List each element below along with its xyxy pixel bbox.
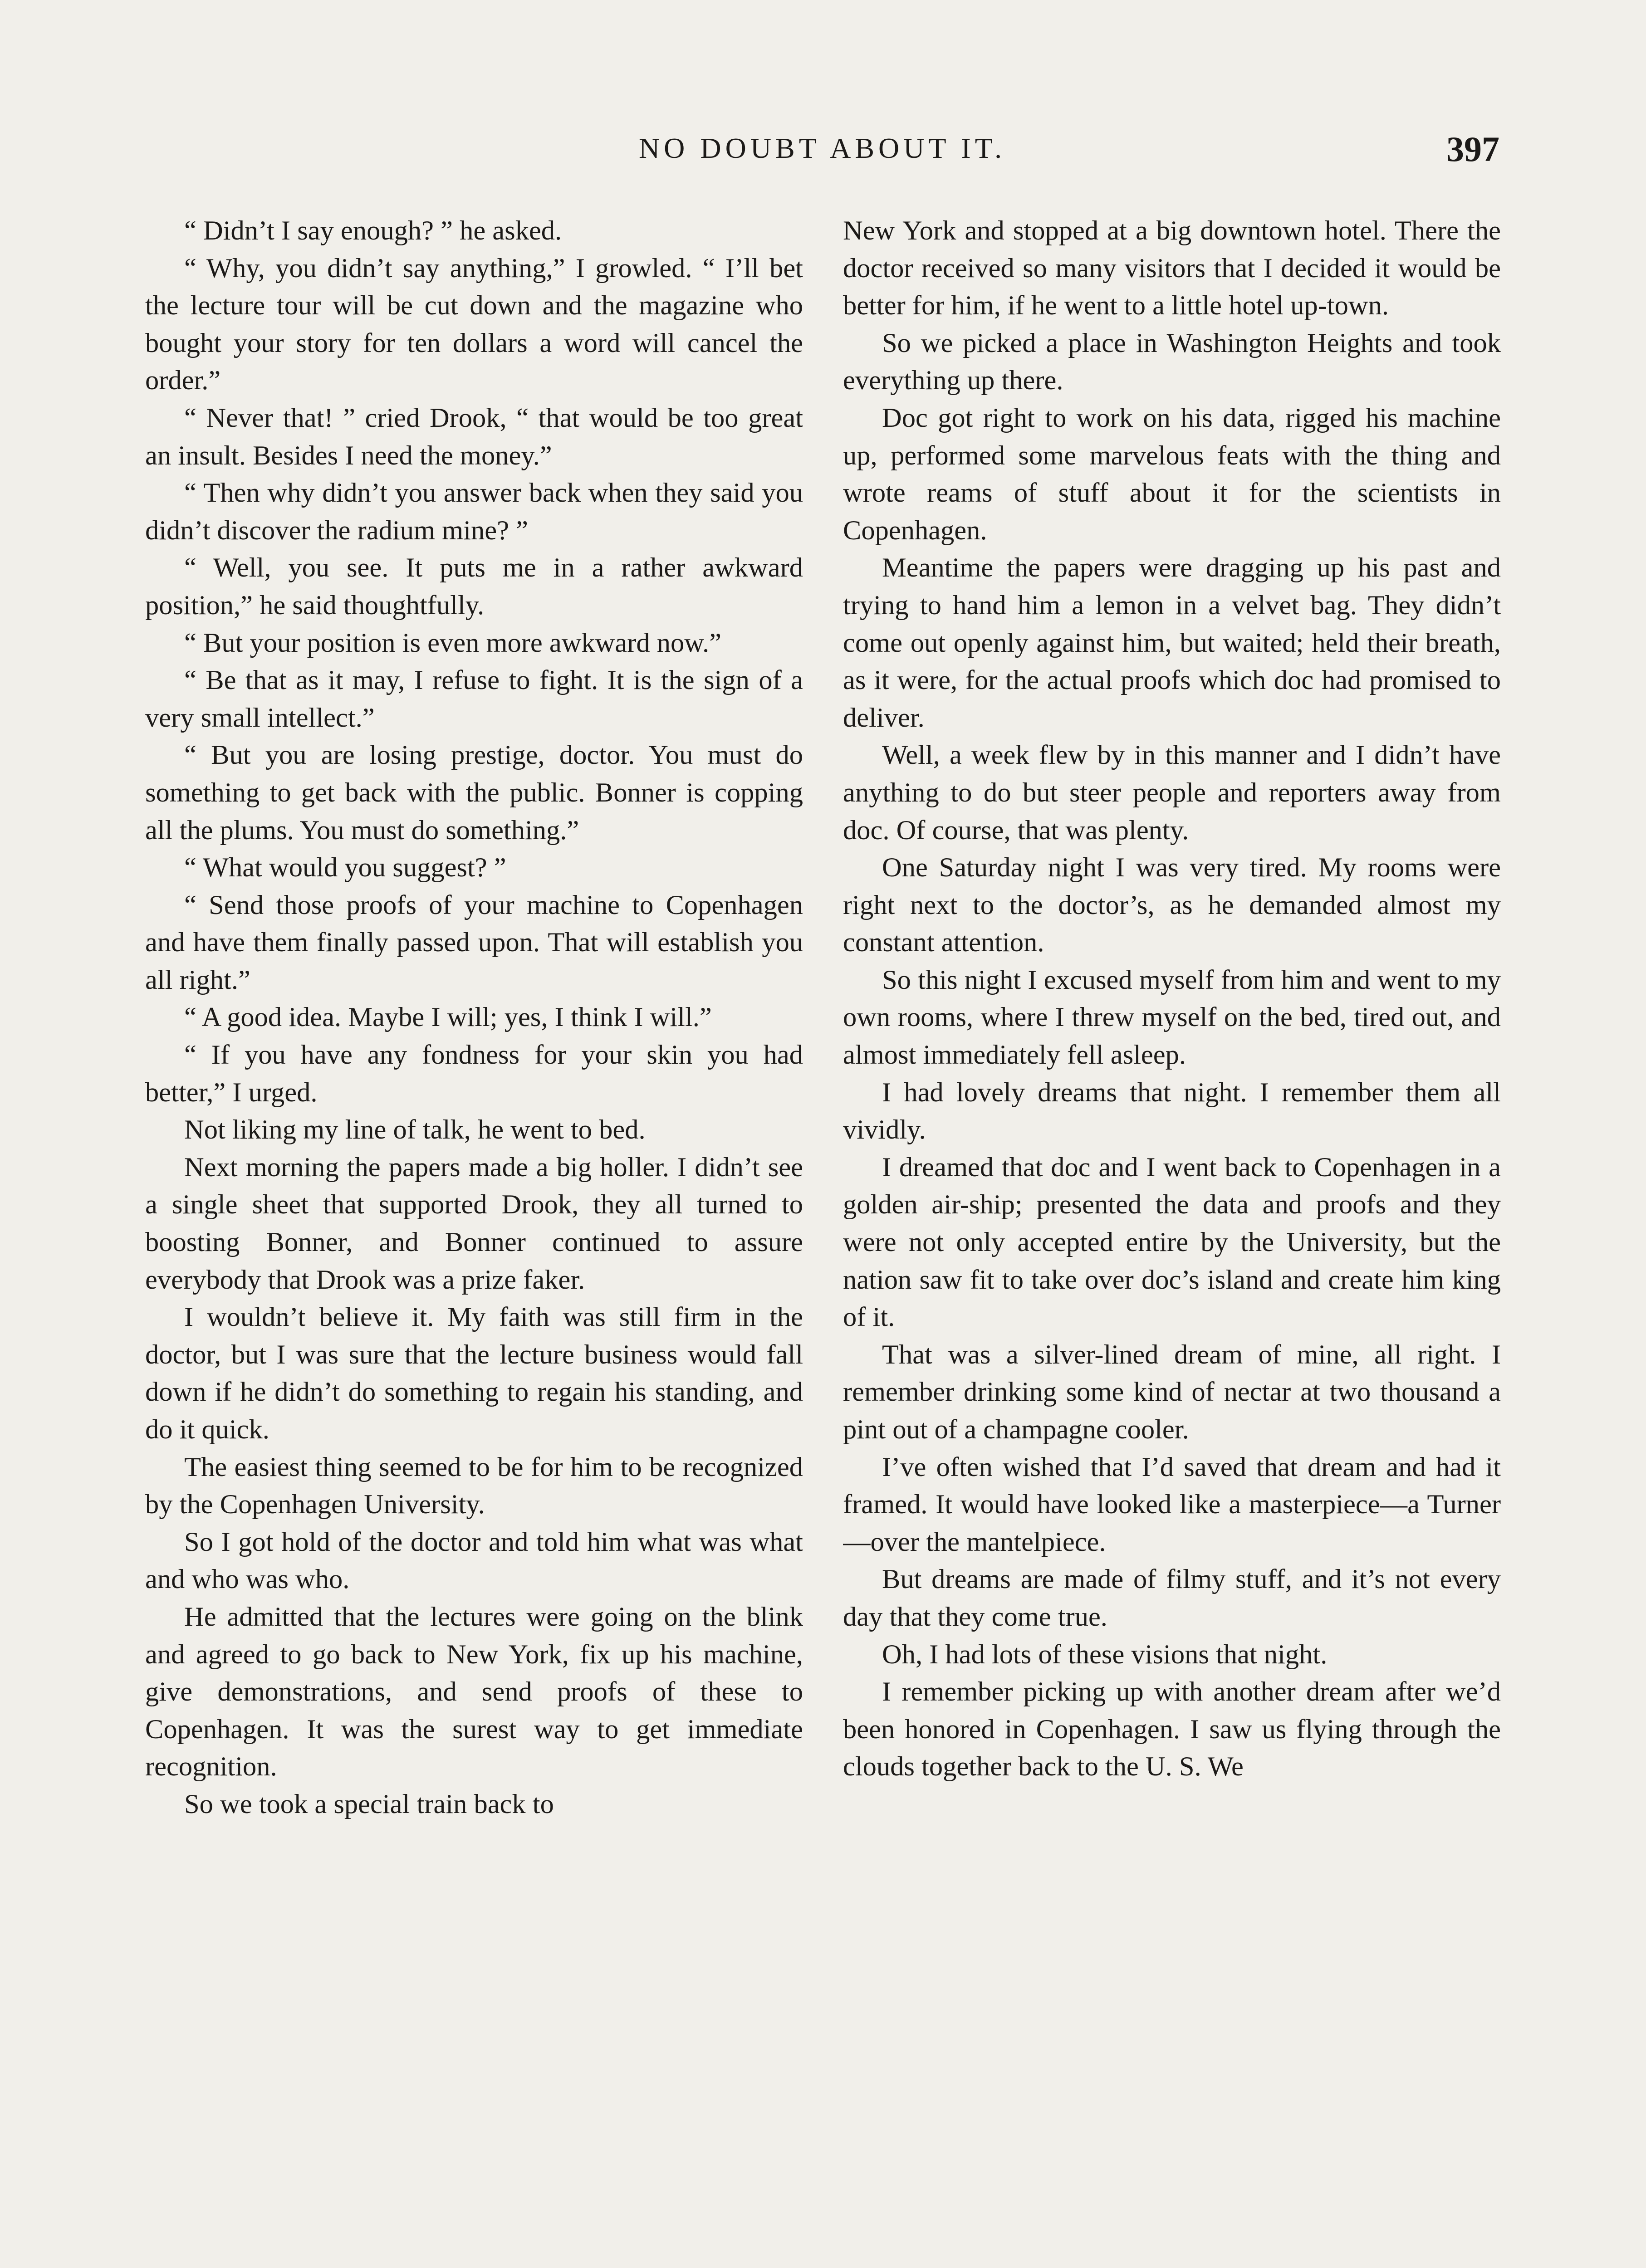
paragraph: Not liking my line of talk, he went to bed.: [184, 1114, 646, 1145]
paragraph: I wouldn’t believe it. My faith was still firm in the doctor, but I was sure that the lecture business would fall down if he didn’t do something to regain his standing, and do it quick.: [145, 1302, 803, 1445]
paragraph: So we took a special train back to: [184, 1789, 554, 1819]
paragraph: I’ve often wished that I’d saved that dream and had it framed. It would have looked like a masterpiece—a Turner—over the mantelpiece.: [843, 1452, 1501, 1557]
continued-paragraph: New York and stopped at a big downtown hotel. There the doctor received so many visitors that I decided it would be better for him, if he went to a little hotel up-town.: [843, 215, 1501, 321]
paragraph: “ Then why didn’t you answer back when they said you didn’t discover the radium mine? ”: [145, 478, 803, 546]
paragraph: I had lovely dreams that night. I remember them all vividly.: [843, 1077, 1501, 1145]
paragraph: So I got hold of the doctor and told him what was what and who was who.: [145, 1526, 803, 1595]
paragraph: One Saturday night I was very tired. My rooms were right next to the doctor’s, as he demanded almost my constant attention.: [843, 852, 1501, 958]
paragraph: Well, a week flew by in this manner and I didn’t have anything to do but steer people and reporters away from doc. Of course, that was plenty.: [843, 740, 1501, 846]
paragraph: The easiest thing seemed to be for him to be recognized by the Copenhagen University.: [145, 1452, 803, 1520]
running-title: NO DOUBT ABOUT IT.: [638, 132, 1006, 164]
paragraph: “ Be that as it may, I refuse to fight. It is the sign of a very small intellect.”: [145, 665, 803, 733]
right-text-column: [843, 212, 1501, 2268]
paragraph: So we picked a place in Washington Heights and took everything up there.: [843, 327, 1501, 396]
left-text-column: [145, 212, 803, 2268]
paragraph: “ What would you suggest? ”: [184, 852, 506, 883]
paragraph: “ But you are losing prestige, doctor. You must do something to get back with the public. Bonner is copping all the plums. You must do something.”: [145, 740, 803, 846]
paragraph: I remember picking up with another dream after we’d been honored in Copenhagen. I saw us flying through the clouds together back to the U. S. We: [843, 1677, 1501, 1782]
paragraph: That was a silver-lined dream of mine, all right. I remember drinking some kind of nectar at two thousand a pint out of a champagne cooler.: [843, 1339, 1501, 1445]
paragraph: “ If you have any fondness for your skin you had better,” I urged.: [145, 1040, 803, 1108]
paragraph: But dreams are made of filmy stuff, and it’s not every day that they come true.: [843, 1564, 1501, 1632]
paragraph: I dreamed that doc and I went back to Copenhagen in a golden air-ship; presented the data and proofs and they were not only accepted entire by the University, but the nation saw fit to take over doc’s island and create him king of it.: [843, 1152, 1501, 1333]
paragraph: “ Send those proofs of your machine to Copenhagen and have them finally passed upon. That will establish you all right.”: [145, 890, 803, 995]
paragraph: “ But your position is even more awkward now.”: [184, 627, 721, 658]
paragraph: “ A good idea. Maybe I will; yes, I think I will.”: [184, 1002, 712, 1033]
paragraph: He admitted that the lectures were going on the blink and agreed to go back to New York, fix up his machine, give demonstrations, and send proofs of these to Copenhagen. It was the surest way to get immediate recognition.: [145, 1601, 803, 1782]
paragraph: “ Never that! ” cried Drook, “ that would be too great an insult. Besides I need the money.”: [145, 402, 803, 471]
paragraph: Doc got right to work on his data, rigged his machine up, performed some marvelous feats with the thing and wrote reams of stuff about it for the scientists in Copenhagen.: [843, 402, 1501, 546]
paragraph: Meantime the papers were dragging up his past and trying to hand him a lemon in a velvet bag. They didn’t come out openly against him, but waited; held their breath, as it were, for the actual proofs which doc had promised to deliver.: [843, 552, 1501, 733]
paragraph: So this night I excused myself from him and went to my own rooms, where I threw myself on the bed, tired out, and almost immediately fell asleep.: [843, 964, 1501, 1070]
paragraph: Oh, I had lots of these visions that night.: [882, 1639, 1328, 1670]
paragraph: Next morning the papers made a big holler. I didn’t see a single sheet that supported Drook, they all turned to boosting Bonner, and Bonner continued to assure everybody that Drook was a prize faker.: [145, 1152, 803, 1295]
paragraph: “ Didn’t I say enough? ” he asked.: [184, 215, 562, 246]
paragraph: “ Why, you didn’t say anything,” I growled. “ I’ll bet the lecture tour will be cut down and the magazine who bought your story for ten dollars a word will cancel the order.”: [145, 253, 803, 396]
paragraph: “ Well, you see. It puts me in a rather awkward position,” he said thoughtfully.: [145, 552, 803, 621]
page-header: [145, 129, 1499, 181]
page-number: 397: [1446, 129, 1499, 169]
